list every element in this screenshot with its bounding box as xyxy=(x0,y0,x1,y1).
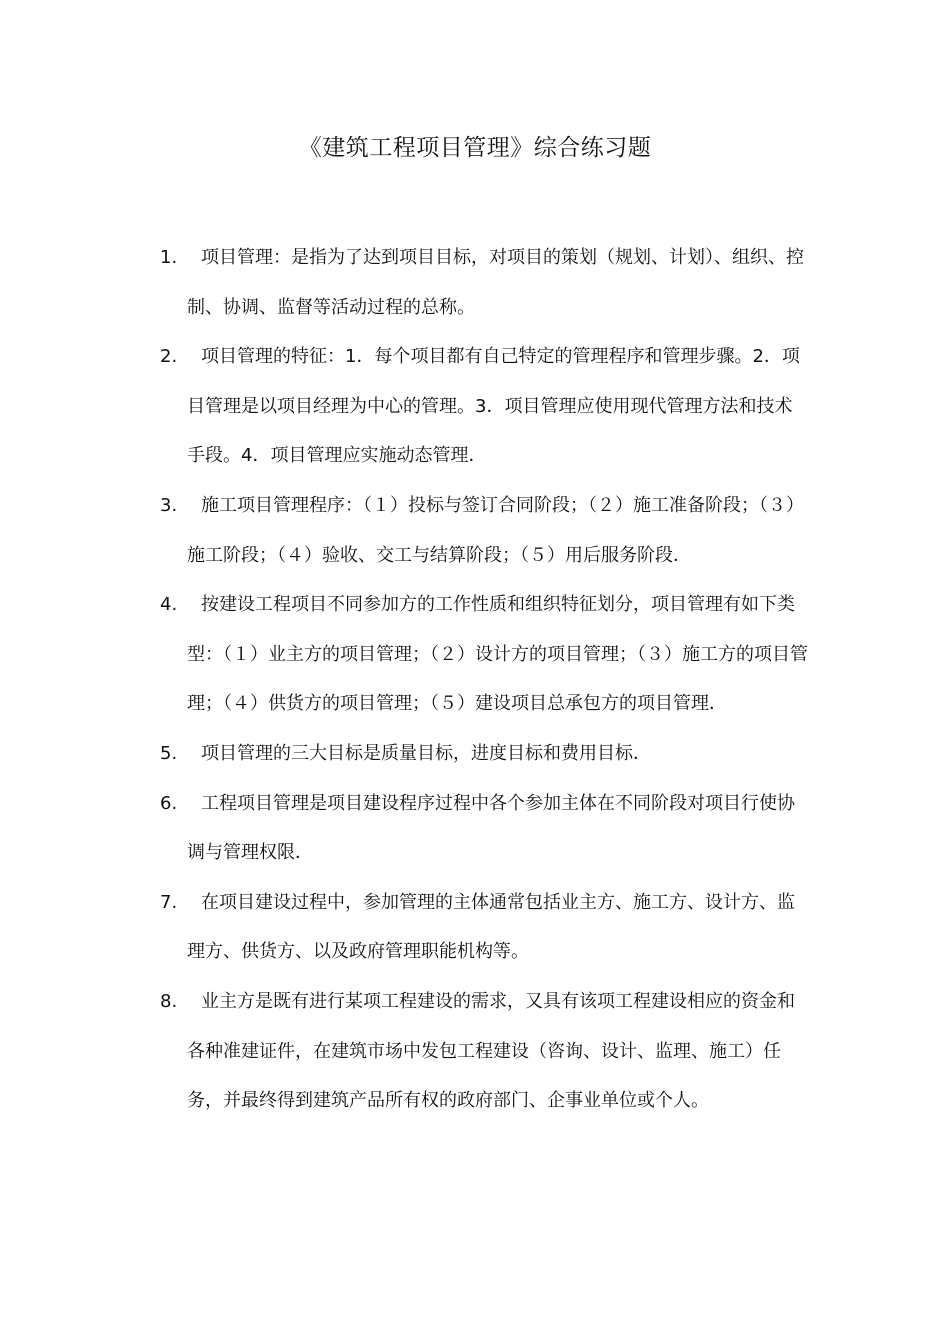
item-number: 3. xyxy=(160,494,178,516)
item-text: 项目管理的特征：1．每个项目都有自己特定的管理程序和管理步骤。2．项目管理是以项目经理为中心的管理。3．项目管理应使用现代管理方法和技术手段。4．项目管理应实施动态管理． xyxy=(187,346,800,467)
item-text: 施工项目管理程序：（１）投标与签订合同阶段；（２）施工准备阶段；（３）施工阶段；（４）验收、交工与结算阶段；（５）用后服务阶段． xyxy=(187,494,804,566)
exercise-list xyxy=(160,233,810,1126)
item-number: 8. xyxy=(160,990,178,1012)
item-text: 按建设工程项目不同参加方的工作性质和组织特征划分，项目管理有如下类型：（１）业主方的项目管理；（２）设计方的项目管理；（３）施工方的项目管理；（４）供货方的项目管理；（５）建设项目总承包方的项目管理． xyxy=(187,594,808,715)
list-item xyxy=(160,332,810,481)
item-text: 在项目建设过程中，参加管理的主体通常包括业主方、施工方、设计方、监理方、供货方、以及政府管理职能机构等。 xyxy=(187,891,795,963)
list-item xyxy=(160,878,810,977)
item-number: 6. xyxy=(160,792,178,814)
document-title: 《建筑工程项目管理》综合练习题 xyxy=(298,135,652,161)
item-number: 5. xyxy=(160,742,178,764)
item-text: 项目管理：是指为了达到项目目标，对项目的策划（规划、计划）、组织、控制、协调、监督等活动过程的总称。 xyxy=(187,247,804,318)
item-number: 7. xyxy=(160,891,178,913)
item-number: 2. xyxy=(160,346,178,368)
list-item xyxy=(160,580,810,729)
item-text: 工程项目管理是项目建设程序过程中各个参加主体在不同阶段对项目行使协调与管理权限． xyxy=(187,792,795,864)
list-item xyxy=(160,779,810,878)
list-item xyxy=(160,233,810,332)
list-item xyxy=(160,729,810,779)
item-number: 1. xyxy=(160,247,178,268)
list-item xyxy=(160,481,810,580)
item-text: 业主方是既有进行某项工程建设的需求，又具有该项工程建设相应的资金和各种准建证件，在建筑市场中发包工程建设（咨询、设计、监理、施工）任务，并最终得到建筑产品所有权的政府部门、企事业单位或个人。 xyxy=(187,990,795,1112)
item-number: 4. xyxy=(160,594,178,616)
list-item xyxy=(160,977,810,1126)
item-text: 项目管理的三大目标是质量目标，进度目标和费用目标． xyxy=(201,742,651,764)
